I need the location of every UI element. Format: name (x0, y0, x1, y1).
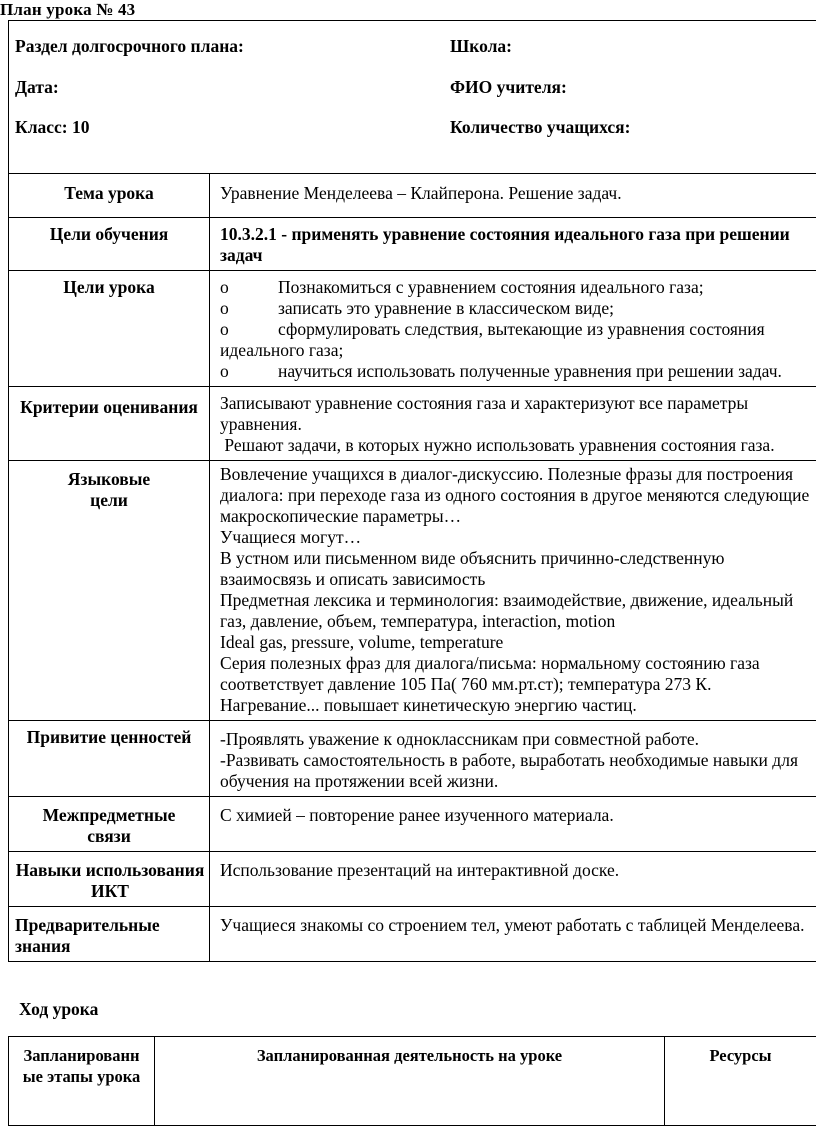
criteria-value (210, 387, 816, 461)
prior-knowledge-value: Учащиеся знакомы со строением тел, умеют работать с таблицей Менделеева. (210, 907, 816, 962)
class-label: Класс: 10 (15, 117, 90, 138)
prior-knowledge-label: Предварительные знания (9, 907, 210, 962)
section-label: Раздел долгосрочного плана: (15, 36, 244, 57)
values-item: -Развивать самостоятельность в работе, выработать необходимые навыки для обучения на протяжении всей жизни. (220, 750, 812, 792)
cross-curricular-label: Межпредметные связи (9, 797, 210, 852)
bullet-marker: o (220, 361, 278, 382)
lesson-goals-row (9, 271, 816, 387)
language-goals-label: Языковые цели (9, 461, 210, 721)
topic-value: Уравнение Менделеева – Клайперона. Решение задач. (210, 174, 816, 218)
bullet-marker: o (220, 298, 278, 319)
language-goals-line: В устном или письменном виде объяснить причинно-следственную взаимосвязь и описать зависимость (220, 548, 812, 590)
bullet-marker: o (220, 277, 278, 298)
ict-value: Использование презентаций на интерактивной доске. (210, 852, 816, 907)
course-table (8, 1036, 816, 1126)
date-label: Дата: (15, 77, 59, 98)
topic-row (9, 174, 816, 218)
criteria-line: Решают задачи, в которых нужно использовать уравнения состояния газа. (220, 435, 812, 456)
lesson-goals-label: Цели урока (9, 271, 210, 387)
learning-goals-value: 10.3.2.1 - применять уравнение состояния идеального газа при решении задач (210, 218, 816, 271)
criteria-line: Записывают уравнение состояния газа и характеризуют все параметры уравнения. (220, 393, 812, 435)
values-label: Привитие ценностей (9, 721, 210, 797)
students-label: Количество учащихся: (450, 117, 630, 138)
course-title: Ход урока (19, 999, 98, 1020)
learning-goals-row (9, 218, 816, 271)
language-goals-line: Серия полезных фраз для диалога/письма: нормальному состоянию газа соответствует давление 105 Па( 760 мм.рт.ст); температура 273 К. Нагревание... повышает кинетическую энергию частиц. (220, 653, 812, 716)
teacher-label: ФИО учителя: (450, 77, 567, 98)
language-goals-line: Вовлечение учащихся в диалог-дискуссию. Полезные фразы для построения диалога: при переходе газа из одного состояния в другое меняются следующие макроскопические параметры… (220, 464, 812, 527)
values-row (9, 721, 816, 797)
header-cell (9, 21, 816, 174)
lesson-goal-item: o сформулировать следствия, вытекающие из уравнения состояния идеального газа; (220, 319, 812, 361)
page-title: План урока № 43 (0, 0, 135, 20)
topic-label: Тема урока (9, 174, 210, 218)
language-goals-line: Ideal gas, pressure, volume, temperature (220, 632, 812, 653)
school-label: Школа: (450, 36, 512, 57)
values-value (210, 721, 816, 797)
prior-knowledge-row (9, 907, 816, 962)
language-goals-value (210, 461, 816, 721)
language-goals-row (9, 461, 816, 721)
lesson-goals-list (210, 271, 816, 387)
lesson-goal-item: o научиться использовать полученные уравнения при решении задач. (220, 361, 812, 382)
lesson-plan-table (8, 20, 816, 962)
ict-row (9, 852, 816, 907)
criteria-row (9, 387, 816, 461)
header-row (9, 21, 816, 174)
course-column-resources: Ресурсы (665, 1037, 816, 1126)
cross-curricular-value: С химией – повторение ранее изученного материала. (210, 797, 816, 852)
language-goals-line: Учащиеся могут… (220, 527, 812, 548)
course-header-row (9, 1037, 816, 1126)
lesson-goal-item: o записать это уравнение в классическом виде; (220, 298, 812, 319)
values-item: -Проявлять уважение к одноклассникам при совместной работе. (220, 729, 812, 750)
course-column-activity: Запланированная деятельность на уроке (155, 1037, 665, 1126)
bullet-marker: o (220, 319, 278, 340)
ict-label: Навыки использования ИКТ (9, 852, 210, 907)
language-goals-line: Предметная лексика и терминология: взаимодействие, движение, идеальный газ, давление, объем, температура, interaction, motion (220, 590, 812, 632)
cross-curricular-row (9, 797, 816, 852)
learning-goals-label: Цели обучения (9, 218, 210, 271)
criteria-label: Критерии оценивания (9, 387, 210, 461)
lesson-goal-item: o Познакомиться с уравнением состояния идеального газа; (220, 277, 812, 298)
course-column-stages: Запланированные этапы урока (9, 1037, 155, 1126)
